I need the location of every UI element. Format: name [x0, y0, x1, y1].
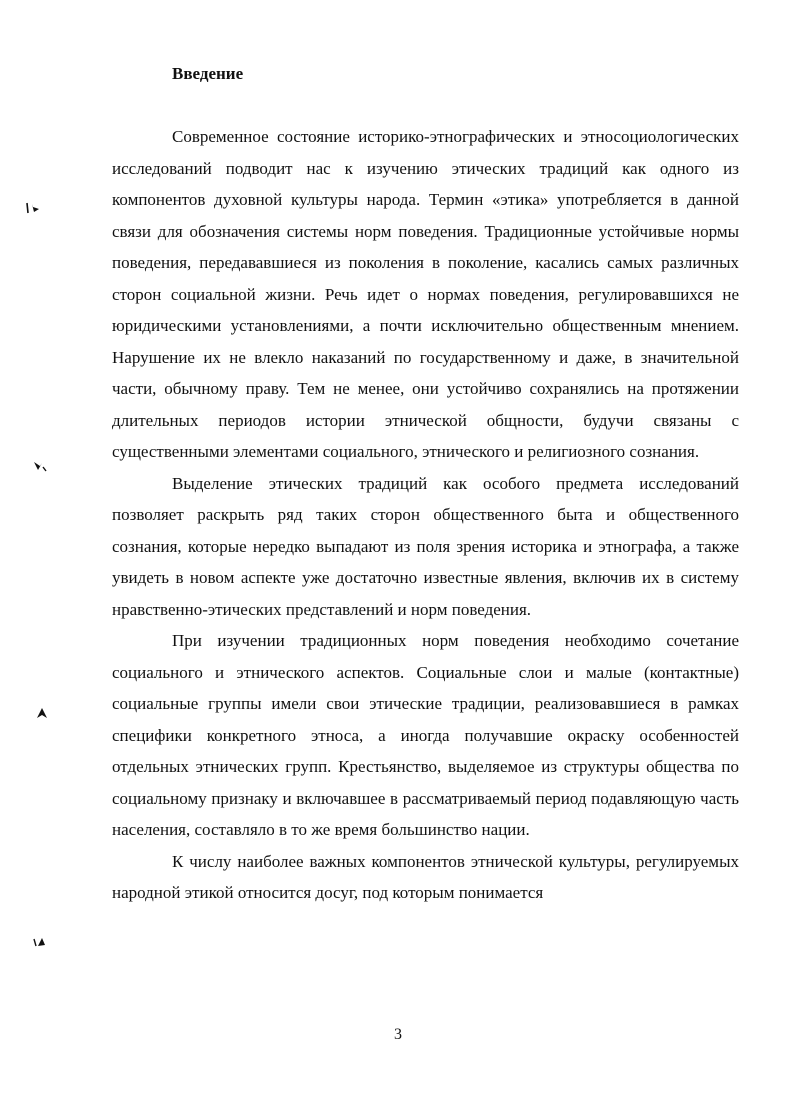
body-text: [112, 121, 739, 909]
paragraph: При изучении традиционных норм поведения необходимо сочетание социального и этнического аспектов. Социальные слои и малые (контактные) социальные группы имели свои этические традиции, реализовавшиеся в рамках специфики конкретного этноса, а иногда получавшие окраску особенностей отдельных этнических групп. Крестьянство, выделяемое из структуры общества по социальному признаку и включавшее в рассматриваемый период подавляющую часть населения, составляло в то же время большинство нации.: [112, 631, 739, 839]
paragraph: Выделение этических традиций как особого предмета исследований позволяет раскрыть ряд таких сторон общественного быта и общественного сознания, которые нередко выпадают из поля зрения историка и этнографа, а также увидеть в новом аспекте уже достаточно известные явления, включив их в систему нравственно-этических представлений и норм поведения.: [112, 473, 739, 619]
margin-scan-mark-2: [32, 459, 48, 473]
margin-scan-mark-3: [34, 706, 50, 720]
paragraph: К числу наиболее важных компонентов этнической культуры, регулируемых народной этикой относится досуг, под которым понимается: [112, 851, 739, 902]
margin-scan-mark-1: [25, 201, 41, 215]
section-heading: Введение: [172, 64, 244, 83]
margin-scan-mark-4: [32, 935, 48, 949]
page-number: 3: [394, 1026, 402, 1043]
paragraph: Современное состояние историко-этнографических и этносоциологических исследований подводит нас к изучению этических традиций как одного из компонентов духовной культуры народа. Термин «этика» употребляется в данной связи для обозначения системы норм поведения. Традиционные устойчивые нормы поведения, передававшиеся из поколения в поколение, касались самых различных сторон социальной жизни. Речь идет о нормах поведения, регулировавшихся не юридическими установлениями, а почти исключительно общественным мнением. Нарушение их не влекло наказаний по государственному и даже, в значительной части, обычному праву. Тем не менее, они устойчиво сохранялись на протяжении длительных периодов истории этнической общности, будучи связаны с существенными элементами социального, этнического и религиозного сознания.: [112, 127, 739, 461]
